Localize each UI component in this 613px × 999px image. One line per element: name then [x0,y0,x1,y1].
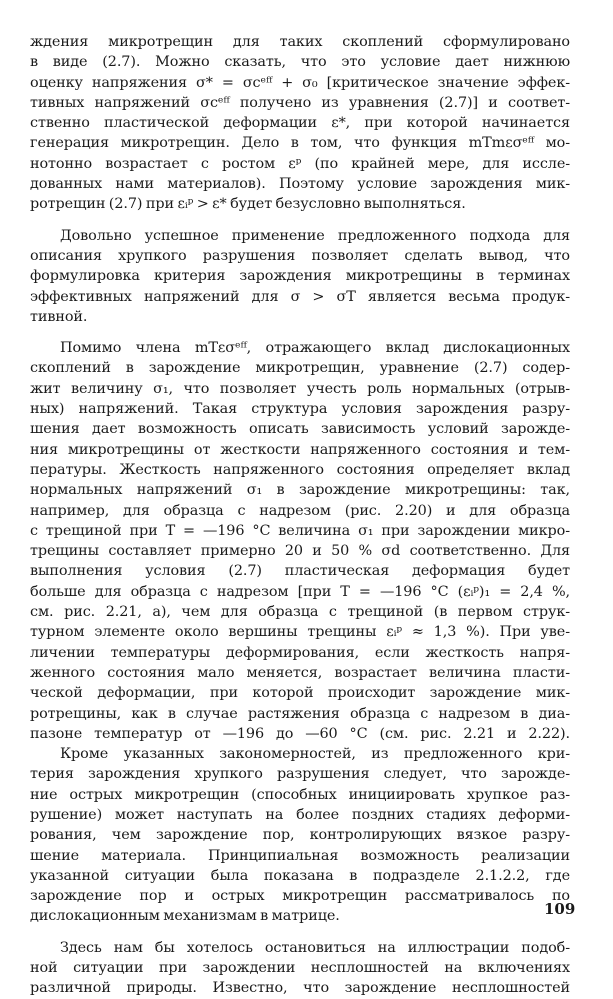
paragraph-5 [30,938,570,999]
text-line: пазоне температур от —196 до —60 °C (см. рис. 2.21 и 2.22). [30,725,570,742]
text-line: рушение) может наступать на более поздних стадиях деформи- [30,806,570,823]
text-line: генерация микротрещин. Дело в том, что функция mTmεσᵉᶠᶠ мо- [30,135,570,152]
text-line: например, для образца с надрезом (рис. 2.20) и для образца [30,502,570,519]
text-line: с трещиной при T = —196 °C величина σ₁ при зарождении микро- [30,522,570,539]
paragraph-gap [30,327,570,338]
text-line: эффективных напряжений для σ > σT является весьма продук- [30,288,570,305]
text-line: ных) напряжений. Такая структура условия зарождения разру- [30,401,570,418]
text-line: зарождение пор и острых микротрещин рассматривалось по [30,888,570,905]
text-line: пературы. Жесткость напряженного состояния определяет вклад [30,461,570,478]
text-line: личении температуры деформирования, если жесткость напря- [30,644,570,661]
text-line: больше для образца с надрезом [при T = —196 °C (εᵢᵖ)₁ = 2,4 %, [30,583,570,600]
text-line: жит величину σ₁, что позволяет учесть роль нормальных (отрыв- [30,380,570,397]
text-line: тивной. [30,308,88,325]
paragraph-2 [30,226,570,327]
text-line: Довольно успешное применение предложенного подхода для [60,227,570,244]
text-line: ждения микротрещин для таких скоплений сформулировано [30,34,570,50]
text-line: ния микротрещины от жесткости напряженного состояния и тем- [30,441,570,458]
text-line: различной природы. Известно, что зарождение несплошностей [30,980,570,997]
text-line: ной ситуации при зарождении несплошностей на включениях [30,960,570,977]
text-line: скоплений в зарождение микротрещин, уравнение (2.7) содер- [30,360,570,377]
text-line: рования, чем зарождение пор, контролирующих вязкое разру- [30,827,570,844]
text-line: Кроме указанных закономерностей, из предложенного кри- [60,746,570,763]
text-line: ственно пластической деформации ε*, при которой начинается [30,115,570,132]
paragraph-1 [30,32,570,215]
text-page [30,32,570,999]
text-line: формулировка критерия зарождения микротрещины в терминах [30,268,570,285]
text-line: см. рис. 2.21, а), чем для образца с трещиной (в первом струк- [30,604,570,621]
text-line: дислокационным механизмам в матрице. [30,908,340,925]
paragraph-gap [30,215,570,226]
text-line: тивных напряжений σcᵉᶠᶠ получено из уравнения (2.7)] и соответ- [30,94,570,111]
text-line: Помимо члена mTεσᵉᶠᶠ, отражающего вклад дислокационных [60,340,570,357]
text-line: женного состояния мало меняется, возрастает величина пласти- [30,664,570,681]
text-line: ческой деформации, при которой происходит зарождение мик- [30,685,570,702]
text-line: шения дает возможность описать зависимость условий зарожде- [30,421,570,438]
paragraph-gap [30,927,570,938]
text-line: выполнения условия (2.7) пластическая деформация будет [30,563,570,580]
paragraph-4 [30,744,570,927]
text-line: Здесь нам бы хотелось остановиться на иллюстрации подоб- [60,939,570,956]
text-line: ротрещин (2.7) при εᵢᵖ > ε* будет безусловно выполняться. [30,196,466,213]
text-line: в виде (2.7). Можно сказать, что это условие дает нижнюю [30,54,570,71]
text-line: ротрещины, как в случае растяжения образца с надрезом в диа- [30,705,570,722]
text-line: шение материала. Принципиальная возможность реализации [30,847,570,864]
page-number: 109 [544,900,576,918]
text-line: нотонно возрастает с ростом εᵖ (по крайней мере, для иссле- [30,155,570,172]
text-line: нормальных напряжений σ₁ в зарождение микротрещины: так, [30,482,570,499]
text-line: турном элементе около вершины трещины εᵢᵖ ≈ 1,3 %). При уве- [30,624,570,641]
text-line: трещины составляет примерно 20 и 50 % σd соответственно. Для [30,543,570,560]
text-line: указанной ситуации была показана в подразделе 2.1.2.2, где [30,867,570,884]
paragraph-3 [30,338,570,744]
text-line: терия зарождения хрупкого разрушения следует, что зарожде- [30,766,570,783]
text-line: дованных нами материалов). Поэтому условие зарождения мик- [30,176,570,193]
text-line: оценку напряжения σ* = σcᵉᶠᶠ + σ₀ [критическое значение эффек- [30,74,570,91]
text-line: описания хрупкого разрушения позволяет сделать вывод, что [30,247,570,264]
text-line: ние острых микротрещин (способных инициировать хрупкое раз- [30,786,570,803]
